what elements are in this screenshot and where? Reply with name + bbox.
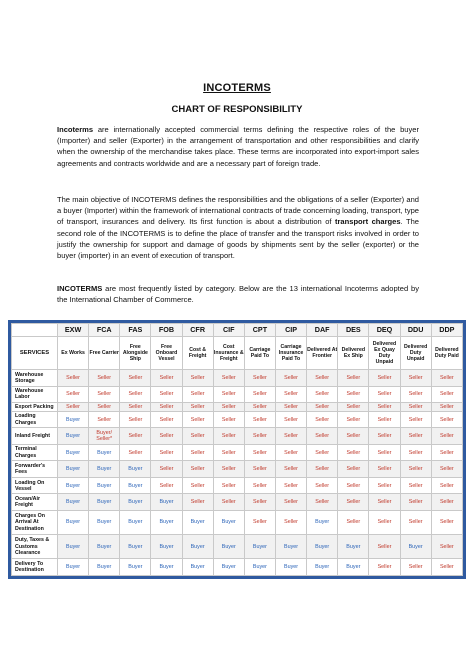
responsibility-cell: Seller bbox=[182, 444, 213, 461]
responsibility-cell: Seller bbox=[151, 477, 182, 494]
responsibility-cell: Seller bbox=[182, 477, 213, 494]
responsibility-cell: Seller bbox=[431, 535, 462, 559]
responsibility-cell: Seller bbox=[431, 444, 462, 461]
objective-text-after: . The second role of the INCOTERMS is to define the place of transfer and the transport risks involved in order to justify the ownership for support and damage of goods by shipments sent by the seller (exporter) or the buyer (importer) in an event of execution of transport. bbox=[57, 217, 419, 261]
responsibility-cell: Buyer/ Seller* bbox=[89, 428, 120, 445]
responsibility-cell: Buyer bbox=[213, 511, 244, 535]
description-header-row bbox=[12, 337, 463, 370]
responsibility-cell: Seller bbox=[369, 370, 400, 387]
responsibility-cell: Seller bbox=[400, 386, 431, 403]
responsibility-cell: Seller bbox=[275, 370, 306, 387]
responsibility-cell: Seller bbox=[400, 411, 431, 428]
responsibility-cell: Seller bbox=[400, 428, 431, 445]
responsibility-cell: Seller bbox=[244, 370, 275, 387]
responsibility-cell: Buyer bbox=[58, 444, 89, 461]
responsibility-cell: Buyer bbox=[275, 535, 306, 559]
responsibility-cell: Seller bbox=[369, 511, 400, 535]
responsibility-cell: Seller bbox=[213, 494, 244, 511]
responsibility-cell: Seller bbox=[307, 370, 338, 387]
incoterm-description: Cost Insurance & Freight bbox=[213, 337, 244, 370]
responsibility-cell: Buyer bbox=[120, 461, 151, 478]
responsibility-cell: Seller bbox=[120, 411, 151, 428]
responsibility-cell: Seller bbox=[275, 511, 306, 535]
category-text: are most frequently listed by category. Below are the 13 international Incoterms adopted by the International Chamber of Commerce. bbox=[57, 284, 419, 305]
responsibility-cell: Seller bbox=[369, 461, 400, 478]
responsibility-cell: Seller bbox=[307, 444, 338, 461]
table-row bbox=[12, 535, 463, 559]
responsibility-cell: Buyer bbox=[182, 559, 213, 576]
responsibility-cell: Seller bbox=[213, 411, 244, 428]
responsibility-cell: Seller bbox=[244, 461, 275, 478]
table-row bbox=[12, 511, 463, 535]
responsibility-cell: Seller bbox=[275, 428, 306, 445]
responsibility-cell: Seller bbox=[431, 411, 462, 428]
responsibility-cell: Seller bbox=[307, 386, 338, 403]
responsibility-cell: Seller bbox=[400, 494, 431, 511]
responsibility-cell: Seller bbox=[213, 444, 244, 461]
responsibility-cell: Seller bbox=[275, 403, 306, 412]
responsibility-cell: Seller bbox=[58, 370, 89, 387]
responsibility-cell: Seller bbox=[182, 386, 213, 403]
service-name: Warehouse Storage bbox=[12, 370, 58, 387]
services-header: SERVICES bbox=[12, 337, 58, 370]
responsibility-cell: Seller bbox=[244, 403, 275, 412]
incoterm-code: CPT bbox=[244, 324, 275, 337]
category-paragraph bbox=[57, 283, 419, 305]
table-row bbox=[12, 494, 463, 511]
service-name: Inland Freight bbox=[12, 428, 58, 445]
responsibility-cell: Seller bbox=[369, 403, 400, 412]
responsibility-cell: Buyer bbox=[89, 535, 120, 559]
responsibility-cell: Seller bbox=[400, 403, 431, 412]
responsibility-cell: Buyer bbox=[400, 535, 431, 559]
responsibility-cell: Seller bbox=[89, 386, 120, 403]
incoterm-code: EXW bbox=[58, 324, 89, 337]
service-name: Duty, Taxes & Customs Clearance bbox=[12, 535, 58, 559]
responsibility-cell: Seller bbox=[338, 428, 369, 445]
responsibility-cell: Seller bbox=[369, 494, 400, 511]
table-row bbox=[12, 444, 463, 461]
responsibility-cell: Seller bbox=[89, 370, 120, 387]
responsibility-cell: Buyer bbox=[307, 511, 338, 535]
responsibility-cell: Seller bbox=[213, 477, 244, 494]
incoterm-description: Delivered Duty Paid bbox=[431, 337, 462, 370]
responsibility-cell: Buyer bbox=[58, 428, 89, 445]
responsibility-cell: Seller bbox=[338, 403, 369, 412]
responsibility-cell: Buyer bbox=[89, 444, 120, 461]
intro-bold-term: Incoterms bbox=[57, 125, 94, 134]
responsibility-cell: Buyer bbox=[89, 559, 120, 576]
responsibility-cell: Seller bbox=[307, 461, 338, 478]
responsibility-cell: Seller bbox=[58, 386, 89, 403]
responsibility-cell: Seller bbox=[182, 461, 213, 478]
responsibility-cell: Seller bbox=[244, 511, 275, 535]
service-name: Delivery To Destination bbox=[12, 559, 58, 576]
responsibility-cell: Seller bbox=[431, 403, 462, 412]
responsibility-cell: Buyer bbox=[120, 477, 151, 494]
responsibility-cell: Seller bbox=[369, 535, 400, 559]
incoterm-code: DES bbox=[338, 324, 369, 337]
responsibility-cell: Seller bbox=[369, 559, 400, 576]
responsibility-cell: Buyer bbox=[58, 411, 89, 428]
responsibility-cell: Buyer bbox=[120, 511, 151, 535]
responsibility-cell: Seller bbox=[213, 428, 244, 445]
table-row bbox=[12, 403, 463, 412]
responsibility-cell: Seller bbox=[275, 386, 306, 403]
intro-paragraph bbox=[57, 124, 419, 169]
responsibility-cell: Seller bbox=[58, 403, 89, 412]
responsibility-cell: Seller bbox=[431, 494, 462, 511]
responsibility-cell: Seller bbox=[151, 403, 182, 412]
responsibility-cell: Buyer bbox=[213, 535, 244, 559]
incoterm-description: Free Carrier bbox=[89, 337, 120, 370]
table-row bbox=[12, 428, 463, 445]
responsibility-cell: Seller bbox=[338, 444, 369, 461]
responsibility-cell: Seller bbox=[182, 403, 213, 412]
table-row bbox=[12, 386, 463, 403]
responsibility-cell: Buyer bbox=[89, 511, 120, 535]
service-name: Charges On Arrival At Destination bbox=[12, 511, 58, 535]
responsibility-cell: Seller bbox=[307, 411, 338, 428]
responsibility-cell: Seller bbox=[431, 477, 462, 494]
incoterms-table bbox=[11, 323, 463, 576]
responsibility-cell: Seller bbox=[431, 511, 462, 535]
responsibility-cell: Seller bbox=[338, 511, 369, 535]
responsibility-cell: Buyer bbox=[182, 511, 213, 535]
responsibility-cell: Seller bbox=[338, 386, 369, 403]
responsibility-cell: Seller bbox=[244, 411, 275, 428]
intro-text: are internationally accepted commercial terms defining the respective roles of the buyer (Importer) and seller (Exporter) in the arrangement of transportation and other responsibilities and clarify when the ownership of the merchandise takes place. These terms are incorporated into export-import sales agreements and contracts worldwide and are a necessary part of foreign trade. bbox=[57, 125, 419, 168]
responsibility-cell: Seller bbox=[213, 386, 244, 403]
responsibility-cell: Seller bbox=[275, 477, 306, 494]
responsibility-cell: Seller bbox=[307, 428, 338, 445]
incoterm-code: DAF bbox=[307, 324, 338, 337]
objective-text-before: The main objective of INCOTERMS defines the responsibilities and the obligations of a seller (Exporter) and a buyer (Importer) within the framework of international contracts of trade concerning loading, transport, type of transport, insurances and delivery. Its first function is about a distribution of bbox=[57, 195, 419, 227]
responsibility-cell: Seller bbox=[400, 511, 431, 535]
responsibility-cell: Seller bbox=[151, 461, 182, 478]
responsibility-cell: Buyer bbox=[307, 535, 338, 559]
responsibility-cell: Seller bbox=[400, 477, 431, 494]
responsibility-cell: Seller bbox=[120, 386, 151, 403]
responsibility-cell: Buyer bbox=[182, 535, 213, 559]
service-name: Loading On Vessel bbox=[12, 477, 58, 494]
responsibility-cell: Seller bbox=[431, 559, 462, 576]
responsibility-cell: Seller bbox=[120, 370, 151, 387]
responsibility-cell: Buyer bbox=[307, 559, 338, 576]
code-header-row bbox=[12, 324, 463, 337]
incoterm-description: Delivered At Frontier bbox=[307, 337, 338, 370]
responsibility-cell: Seller bbox=[244, 444, 275, 461]
responsibility-cell: Buyer bbox=[275, 559, 306, 576]
incoterm-description: Ex Works bbox=[58, 337, 89, 370]
responsibility-cell: Seller bbox=[151, 444, 182, 461]
incoterm-description: Carriage Insurance Paid To bbox=[275, 337, 306, 370]
responsibility-cell: Seller bbox=[338, 411, 369, 428]
objective-paragraph bbox=[57, 194, 419, 261]
service-name: Ocean/Air Freight bbox=[12, 494, 58, 511]
responsibility-cell: Seller bbox=[213, 461, 244, 478]
responsibility-cell: Buyer bbox=[151, 511, 182, 535]
responsibility-cell: Seller bbox=[338, 370, 369, 387]
responsibility-cell: Seller bbox=[431, 386, 462, 403]
responsibility-cell: Seller bbox=[120, 403, 151, 412]
header-corner bbox=[12, 324, 58, 337]
responsibility-cell: Seller bbox=[151, 411, 182, 428]
incoterms-table-frame bbox=[8, 320, 466, 579]
incoterm-description: Carriage Paid To bbox=[244, 337, 275, 370]
incoterm-code: CFR bbox=[182, 324, 213, 337]
responsibility-cell: Buyer bbox=[58, 559, 89, 576]
incoterm-code: FCA bbox=[89, 324, 120, 337]
responsibility-cell: Buyer bbox=[151, 494, 182, 511]
incoterm-code: DDP bbox=[431, 324, 462, 337]
responsibility-cell: Seller bbox=[213, 403, 244, 412]
responsibility-cell: Seller bbox=[369, 477, 400, 494]
responsibility-cell: Seller bbox=[307, 403, 338, 412]
responsibility-cell: Buyer bbox=[89, 461, 120, 478]
responsibility-cell: Seller bbox=[307, 477, 338, 494]
responsibility-cell: Buyer bbox=[58, 477, 89, 494]
responsibility-cell: Seller bbox=[89, 411, 120, 428]
responsibility-cell: Buyer bbox=[244, 535, 275, 559]
responsibility-cell: Seller bbox=[275, 461, 306, 478]
table-row bbox=[12, 370, 463, 387]
responsibility-cell: Seller bbox=[400, 559, 431, 576]
responsibility-cell: Seller bbox=[120, 444, 151, 461]
responsibility-cell: Seller bbox=[213, 370, 244, 387]
responsibility-cell: Buyer bbox=[244, 559, 275, 576]
service-name: Terminal Charges bbox=[12, 444, 58, 461]
responsibility-cell: Seller bbox=[182, 494, 213, 511]
responsibility-cell: Seller bbox=[275, 411, 306, 428]
incoterm-description: Free Onboard Vessel bbox=[151, 337, 182, 370]
responsibility-cell: Buyer bbox=[58, 535, 89, 559]
responsibility-cell: Seller bbox=[338, 477, 369, 494]
service-name: Warehouse Labor bbox=[12, 386, 58, 403]
responsibility-cell: Seller bbox=[89, 403, 120, 412]
incoterm-description: Delivered Duty Unpaid bbox=[400, 337, 431, 370]
responsibility-cell: Seller bbox=[120, 428, 151, 445]
table-row bbox=[12, 461, 463, 478]
objective-bold-term: transport charges bbox=[334, 217, 401, 227]
responsibility-cell: Seller bbox=[182, 370, 213, 387]
incoterm-code: FAS bbox=[120, 324, 151, 337]
incoterm-code: CIP bbox=[275, 324, 306, 337]
responsibility-cell: Seller bbox=[338, 461, 369, 478]
responsibility-cell: Seller bbox=[431, 370, 462, 387]
category-bold-term: INCOTERMS bbox=[57, 284, 103, 293]
responsibility-cell: Seller bbox=[244, 494, 275, 511]
responsibility-cell: Seller bbox=[182, 411, 213, 428]
responsibility-cell: Seller bbox=[369, 411, 400, 428]
responsibility-cell: Seller bbox=[275, 444, 306, 461]
table-row bbox=[12, 477, 463, 494]
responsibility-cell: Seller bbox=[369, 386, 400, 403]
responsibility-cell: Seller bbox=[400, 444, 431, 461]
table-row bbox=[12, 411, 463, 428]
responsibility-cell: Seller bbox=[182, 428, 213, 445]
service-name: Forwarder's Fees bbox=[12, 461, 58, 478]
responsibility-cell: Buyer bbox=[213, 559, 244, 576]
responsibility-cell: Seller bbox=[431, 428, 462, 445]
table-row bbox=[12, 559, 463, 576]
responsibility-cell: Seller bbox=[369, 444, 400, 461]
responsibility-cell: Buyer bbox=[58, 461, 89, 478]
responsibility-cell: Buyer bbox=[120, 494, 151, 511]
responsibility-cell: Seller bbox=[338, 494, 369, 511]
incoterm-code: DEQ bbox=[369, 324, 400, 337]
responsibility-cell: Seller bbox=[151, 428, 182, 445]
page-subtitle: CHART OF RESPONSIBILITY bbox=[171, 104, 303, 115]
responsibility-cell: Buyer bbox=[120, 559, 151, 576]
responsibility-cell: Buyer bbox=[120, 535, 151, 559]
incoterm-code: DDU bbox=[400, 324, 431, 337]
incoterm-description: Delivered Ex Quay Duty Unpaid bbox=[369, 337, 400, 370]
responsibility-cell: Buyer bbox=[151, 535, 182, 559]
responsibility-cell: Seller bbox=[400, 461, 431, 478]
incoterm-description: Free Alongside Ship bbox=[120, 337, 151, 370]
responsibility-cell: Seller bbox=[151, 370, 182, 387]
responsibility-cell: Buyer bbox=[89, 494, 120, 511]
responsibility-cell: Seller bbox=[400, 370, 431, 387]
responsibility-cell: Seller bbox=[307, 494, 338, 511]
responsibility-cell: Buyer bbox=[89, 477, 120, 494]
responsibility-cell: Buyer bbox=[338, 559, 369, 576]
responsibility-cell: Seller bbox=[275, 494, 306, 511]
responsibility-cell: Buyer bbox=[58, 511, 89, 535]
responsibility-cell: Seller bbox=[431, 461, 462, 478]
responsibility-cell: Seller bbox=[244, 428, 275, 445]
responsibility-cell: Buyer bbox=[338, 535, 369, 559]
incoterm-description: Cost & Freight bbox=[182, 337, 213, 370]
responsibility-cell: Buyer bbox=[151, 559, 182, 576]
incoterm-code: CIF bbox=[213, 324, 244, 337]
responsibility-cell: Seller bbox=[369, 428, 400, 445]
responsibility-cell: Seller bbox=[244, 386, 275, 403]
incoterm-code: FOB bbox=[151, 324, 182, 337]
responsibility-cell: Seller bbox=[151, 386, 182, 403]
service-name: Loading Charges bbox=[12, 411, 58, 428]
responsibility-cell: Seller bbox=[244, 477, 275, 494]
responsibility-cell: Buyer bbox=[58, 494, 89, 511]
incoterm-description: Delivered Ex Ship bbox=[338, 337, 369, 370]
service-name: Export Packing bbox=[12, 403, 58, 412]
page-title: INCOTERMS bbox=[203, 82, 271, 94]
